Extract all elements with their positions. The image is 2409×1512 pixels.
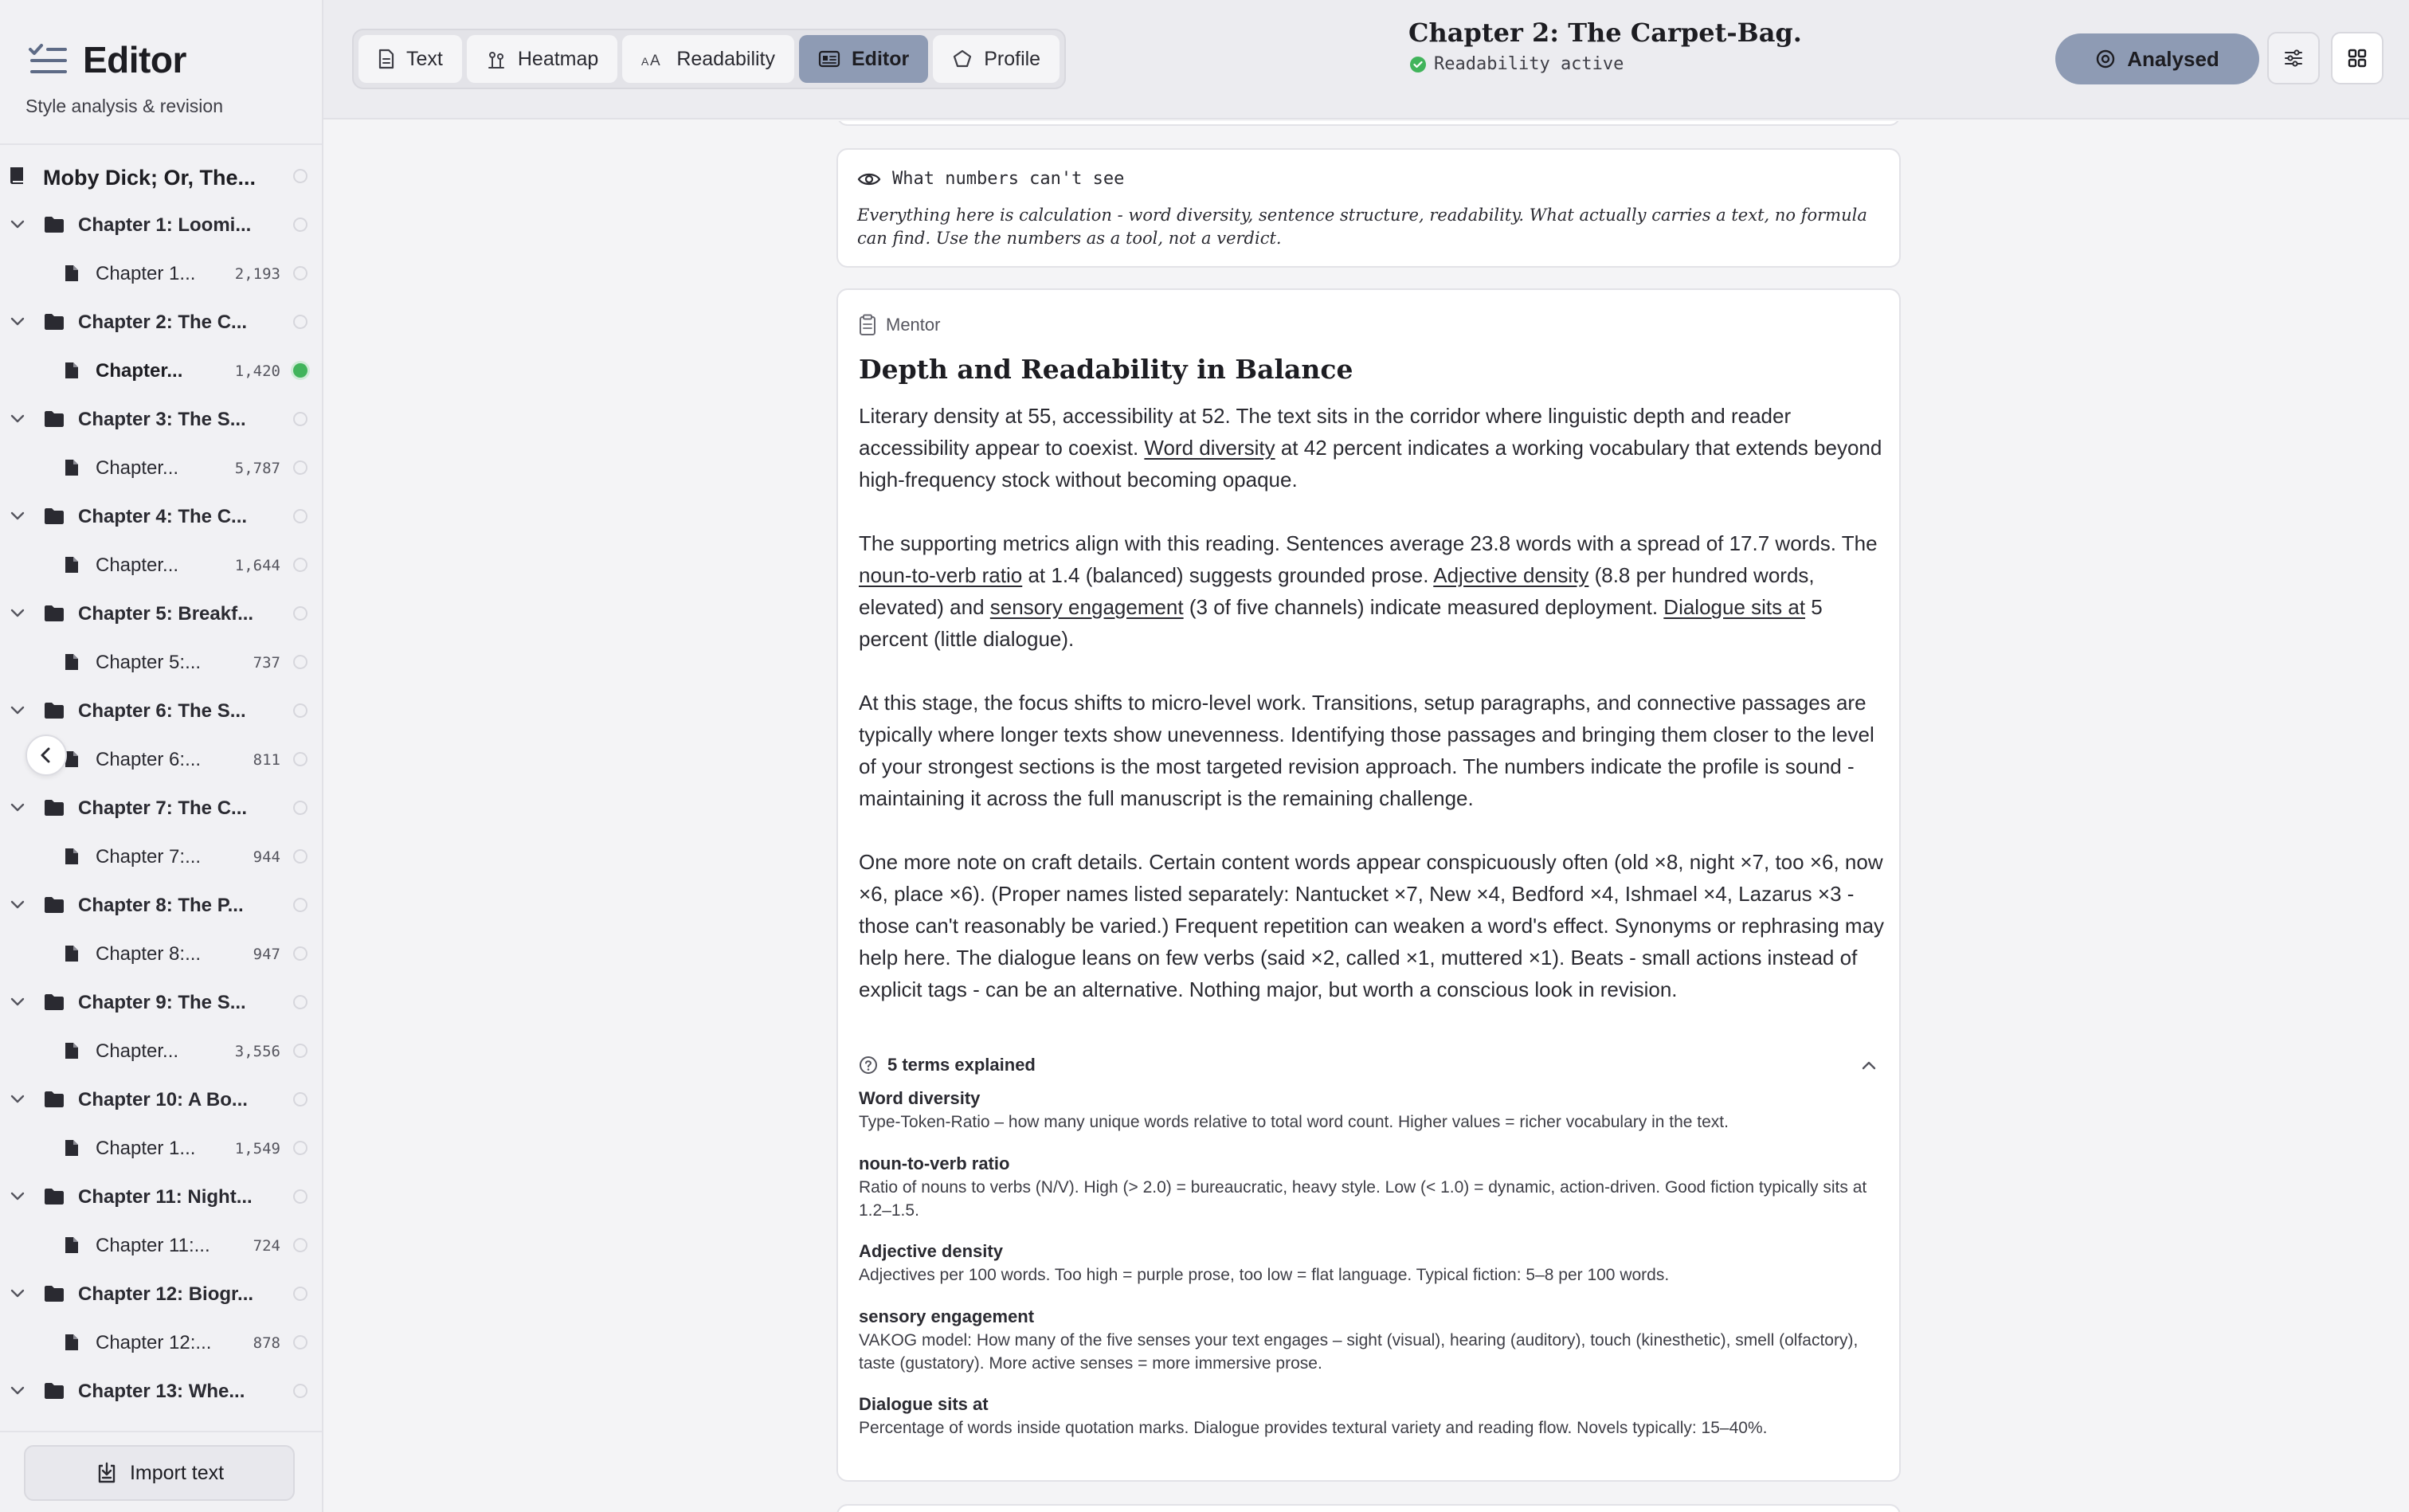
folder-icon <box>43 1187 65 1206</box>
import-icon <box>95 1461 119 1485</box>
status-dot <box>293 460 307 475</box>
status-dot <box>293 703 307 718</box>
check-circle-icon <box>1410 57 1426 72</box>
mentor-text <box>859 400 1886 1037</box>
term-item <box>859 1305 1886 1375</box>
term-name: sensory engagement <box>859 1306 1035 1326</box>
folder-icon <box>43 507 65 526</box>
chevron-down-icon[interactable] <box>10 1191 25 1202</box>
tree-item-label: Chapter 7: The C... <box>78 797 248 819</box>
term-name: Dialogue sits at <box>859 1394 989 1414</box>
sliders-icon <box>2283 49 2304 68</box>
term-description: Percentage of words inside quotation marks. Dialogue provides textural variety and reading flow. Novels typically: 15–40%. <box>859 1419 1768 1437</box>
text-run: 5 percent (little dialogue). <box>859 595 1823 651</box>
chevron-down-icon[interactable] <box>10 705 25 716</box>
document-icon <box>64 652 80 672</box>
term-item <box>859 1240 1886 1287</box>
divider <box>0 143 322 145</box>
term-item <box>859 1152 1886 1222</box>
status-dot <box>293 1238 307 1252</box>
status-dot <box>293 606 307 621</box>
word-count: 737 <box>253 654 280 672</box>
tree-item-chapter[interactable] <box>0 1271 322 1317</box>
document-icon <box>64 555 80 574</box>
tree-item-label: Chapter 6: The S... <box>78 700 246 722</box>
tree-item-label: Moby Dick; Or, The... <box>43 166 257 190</box>
document-title: Chapter 2: The Carpet-Bag. <box>1408 18 1802 48</box>
folder-icon <box>43 993 65 1012</box>
status-dot <box>293 1335 307 1349</box>
tab-profile[interactable] <box>933 35 1060 83</box>
tree-item-document[interactable] <box>0 1125 322 1171</box>
next-card <box>836 1504 1901 1512</box>
tab-label: Profile <box>984 47 1041 70</box>
document-icon <box>64 1333 80 1352</box>
tree-item-chapter[interactable] <box>0 882 322 928</box>
tree-item-document[interactable] <box>0 1319 322 1365</box>
mentor-paragraph <box>859 527 1886 655</box>
status-dot <box>293 266 307 280</box>
tree-item-label: Chapter 10: A Bo... <box>78 1089 248 1110</box>
tree-item-label: Chapter 1: Loomi... <box>78 214 252 236</box>
document-icon <box>64 944 80 963</box>
word-count: 947 <box>253 946 280 963</box>
app-subtitle: Style analysis & revision <box>25 96 223 116</box>
tree-item-chapter[interactable] <box>0 590 322 637</box>
tree-item-chapter[interactable] <box>0 202 322 248</box>
status-dot <box>293 801 307 815</box>
tab-label: Editor <box>852 47 910 70</box>
pentagon-icon <box>952 49 973 69</box>
document-status-text: Readability active <box>1434 54 1624 74</box>
file-icon <box>378 49 395 69</box>
sidebar-footer <box>0 1431 322 1512</box>
term-description: VAKOG model: How many of the five senses your text engages – sight (visual), hearing (auditory), touch (kinesthetic), smell (olfactory), taste (gustatory). More active senses = more immersive prose. <box>859 1331 1859 1373</box>
status-dot <box>293 1044 307 1058</box>
tree-item-chapter[interactable] <box>0 785 322 831</box>
term-item <box>859 1087 1886 1134</box>
tree-item-chapter[interactable] <box>0 687 322 734</box>
mentor-header <box>859 314 940 336</box>
text-run: at 42 percent indicates a working vocabulary that extends beyond high-frequency stock without becoming opaque. <box>859 436 1882 492</box>
term-description: Type-Token-Ratio – how many unique words relative to total word count. Higher values = richer vocabulary in the text. <box>859 1113 1729 1131</box>
word-count: 811 <box>253 751 280 769</box>
tree-item-chapter[interactable] <box>0 396 322 442</box>
tree-item-document[interactable] <box>0 542 322 588</box>
status-dot <box>293 1189 307 1204</box>
tree-item-label: Chapter 11: Night... <box>78 1186 253 1208</box>
folder-icon <box>43 215 65 234</box>
chevron-down-icon[interactable] <box>10 1288 25 1299</box>
mentor-paragraph <box>859 400 1886 496</box>
mentor-paragraph: At this stage, the focus shifts to micro-level work. Transitions, setup paragraphs, and connective passages are typically where longer texts show unevenness. Identifying those passages and bringing them closer to the level of your strongest sections is the most targeted revision approach. The numbers indicate the profile is sound - maintaining it across the full manuscript is the remaining challenge. <box>859 691 1874 810</box>
status-dot <box>293 169 307 183</box>
document-icon <box>64 1041 80 1060</box>
mentor-paragraph: One more note on craft details. Certain content words appear conspicuously often (old ×8, night ×7, too ×6, now ×6, place ×6). (Proper names listed separately: Nantucket ×7, New ×4, Bedford ×4, Ishmael ×4, Lazarus ×3 - those can't reasonably be varied.) Frequent repetition can weaken a word's effect. Synonyms or rephrasing may help here. The dialogue leans on few verbs (said ×2, called ×1, muttered ×1). Beats - small actions instead of explicit tags - can be an alternative. Nothing major, but worth a conscious look in revision. <box>859 850 1885 1001</box>
tree-item-label: Chapter 8:... <box>96 943 202 965</box>
status-dot <box>293 509 307 523</box>
tree-item-chapter[interactable] <box>0 979 322 1025</box>
tree-item-label: Chapter 8: The P... <box>78 895 244 916</box>
tree-item-chapter[interactable] <box>0 299 322 345</box>
tree-item-label: Chapter 12: Biogr... <box>78 1283 254 1305</box>
tab-text[interactable] <box>358 35 462 83</box>
tab-editor[interactable] <box>799 35 928 83</box>
tab-readability[interactable] <box>622 35 794 83</box>
tree-item-chapter[interactable] <box>0 1173 322 1220</box>
status-dot-active <box>293 363 307 378</box>
word-count: 1,420 <box>234 362 280 380</box>
tree-item-document[interactable] <box>0 639 322 685</box>
text-run: (3 of five channels) indicate measured deployment. <box>1183 595 1664 619</box>
brand <box>27 38 186 81</box>
collapse-sidebar-button[interactable] <box>25 734 67 776</box>
status-dot <box>293 752 307 766</box>
tree-item-label: Chapter 13: Whe... <box>78 1381 245 1402</box>
tree-item-label: Chapter 7:... <box>96 846 202 868</box>
import-text-label: Import text <box>129 1461 225 1484</box>
layout-grid-button[interactable] <box>2331 32 2384 84</box>
tree-item-label: Chapter 9: The S... <box>78 992 246 1013</box>
tree-item-label: Chapter... <box>96 1040 179 1062</box>
text-run: The supporting metrics align with this reading. Sentences average 23.8 words with a spread of 17.7 words. The <box>859 531 1878 555</box>
book-icon <box>8 165 27 187</box>
tree-item-label: Chapter 5: Breakf... <box>78 603 254 625</box>
tree-item-label: Chapter 1... <box>96 1138 196 1159</box>
word-count: 5,787 <box>234 460 280 477</box>
status-dot <box>293 1141 307 1155</box>
tree-item-label: Chapter 11:... <box>96 1235 210 1256</box>
tree-item-book[interactable] <box>0 153 322 199</box>
term-name: Adjective density <box>859 1241 1003 1261</box>
text-run: (8.8 per hundred words, elevated) and <box>859 563 1815 619</box>
tab-label: Heatmap <box>517 47 599 70</box>
status-dot <box>293 315 307 329</box>
tree-item-document[interactable] <box>0 250 322 296</box>
terms-toggle[interactable] <box>859 1055 1886 1075</box>
folder-icon <box>43 312 65 331</box>
term-link-adjective-density[interactable]: Adjective density <box>1433 563 1589 587</box>
previous-card <box>836 121 1901 126</box>
word-count: 2,193 <box>234 265 280 283</box>
tree-item-label: Chapter 5:... <box>96 652 202 673</box>
tree-item-chapter[interactable] <box>0 493 322 539</box>
folder-icon <box>43 409 65 429</box>
chevron-up-icon[interactable] <box>1861 1060 1877 1071</box>
folder-icon <box>43 1381 65 1400</box>
term-link-noun-to-verb-ratio[interactable]: noun-to-verb ratio <box>859 563 1023 587</box>
word-count: 724 <box>253 1237 280 1255</box>
word-count: 3,556 <box>234 1043 280 1060</box>
chevron-left-icon <box>37 746 56 765</box>
note-header <box>857 169 1124 189</box>
folder-icon <box>43 895 65 915</box>
tree-item-document[interactable] <box>0 347 322 394</box>
document-icon <box>64 1138 80 1158</box>
tree-item-label: Chapter 3: The S... <box>78 409 246 430</box>
chevron-down-icon[interactable] <box>10 1385 25 1396</box>
mentor-title: Depth and Readability in Balance <box>859 354 1353 385</box>
document-icon <box>64 458 80 477</box>
grid-icon <box>2347 48 2368 69</box>
note-body: Everything here is calculation - word diversity, sentence structure, readability. What actually carries a text, no formula can find. Use the numbers as a tool, not a verdict. <box>857 206 1867 248</box>
status-dot <box>293 849 307 864</box>
document-icon <box>64 264 80 283</box>
term-name: Word diversity <box>859 1088 981 1108</box>
clipboard-icon <box>859 314 876 336</box>
eye-icon <box>857 170 881 188</box>
chevron-down-icon[interactable] <box>10 1094 25 1105</box>
tree-item-label: Chapter... <box>96 457 179 479</box>
analysed-label: Analysed <box>2127 46 2219 71</box>
status-dot <box>293 655 307 669</box>
help-circle-icon <box>859 1056 878 1075</box>
app-title: Editor <box>83 39 186 80</box>
chevron-down-icon[interactable] <box>10 899 25 911</box>
tab-label: Text <box>406 47 443 70</box>
document-icon <box>64 361 80 380</box>
document-icon <box>64 847 80 866</box>
tree-item-label: Chapter 4: The C... <box>78 506 248 527</box>
term-name: noun-to-verb ratio <box>859 1154 1010 1173</box>
status-dot <box>293 1287 307 1301</box>
editor-panel <box>325 121 2409 1512</box>
status-dot <box>293 995 307 1009</box>
tree-item-label: Chapter 12:... <box>96 1332 212 1353</box>
tree-item-chapter[interactable] <box>0 1368 322 1414</box>
status-dot <box>293 1384 307 1398</box>
term-link-word-diversity[interactable]: Word diversity <box>1144 436 1275 460</box>
note-title: What numbers can't see <box>892 169 1125 189</box>
folder-icon <box>43 1090 65 1109</box>
term-description: Adjectives per 100 words. Too high = purple prose, too low = flat language. Typical fiction: 5–8 per 100 words. <box>859 1266 1670 1284</box>
heatmap-icon <box>486 49 507 69</box>
tree-item-label: Chapter 1... <box>96 263 196 284</box>
term-description: Ratio of nouns to verbs (N/V). High (> 2.0) = bureaucratic, heavy style. Low (< 1.0) = dynamic, action-driven. Good fiction typically sits at 1.2–1.5. <box>859 1178 1867 1220</box>
import-text-button[interactable] <box>24 1445 295 1501</box>
tree-item-label: Chapter 2: The C... <box>78 311 248 333</box>
chevron-down-icon[interactable] <box>10 997 25 1008</box>
sidebar <box>0 0 323 1512</box>
document-icon <box>64 1236 80 1255</box>
word-count: 1,644 <box>234 557 280 574</box>
status-dot <box>293 898 307 912</box>
document-status <box>1410 54 1624 74</box>
term-link-sensory-engagement[interactable]: sensory engagement <box>989 595 1184 619</box>
chevron-down-icon[interactable] <box>10 802 25 813</box>
folder-icon <box>43 798 65 817</box>
target-icon <box>2095 49 2116 69</box>
tree-item-chapter[interactable] <box>0 1076 322 1122</box>
term-item <box>859 1393 1886 1440</box>
tab-label: Readability <box>676 47 775 70</box>
tree-item-document[interactable] <box>0 1028 322 1074</box>
mentor-card <box>836 288 1901 1482</box>
status-dot <box>293 558 307 572</box>
svg-text:A: A <box>650 53 660 68</box>
editor-icon <box>818 49 840 69</box>
chevron-down-icon[interactable] <box>10 219 25 230</box>
text-run: at 1.4 (balanced) suggests grounded prose. <box>1022 563 1434 587</box>
tree-item-label: Chapter 6:... <box>96 749 202 770</box>
tree-item-document[interactable] <box>0 445 322 491</box>
word-count: 878 <box>253 1334 280 1352</box>
svg-text:A: A <box>641 55 649 68</box>
text-run: Literary density at 55, accessibility at 52. The text sits in the corridor where linguistic depth and reader accessibility appear to coexist. <box>859 404 1792 460</box>
chevron-down-icon[interactable] <box>10 608 25 619</box>
checklist-icon <box>27 41 69 78</box>
folder-icon <box>43 604 65 623</box>
status-dot <box>293 1092 307 1107</box>
tree-item-label: Chapter... <box>96 554 179 576</box>
tab-heatmap[interactable] <box>467 35 617 83</box>
chevron-down-icon[interactable] <box>10 316 25 327</box>
term-link-dialogue[interactable]: Dialogue sits at <box>1663 595 1806 619</box>
analysed-button[interactable] <box>2055 33 2259 84</box>
tree-item-document[interactable] <box>0 833 322 879</box>
font-size-icon <box>641 50 665 68</box>
view-tabs <box>352 29 1066 89</box>
tree-item-document[interactable] <box>0 930 322 977</box>
tree-item-document[interactable] <box>0 1222 322 1268</box>
status-dot <box>293 217 307 232</box>
top-bar <box>323 0 2409 119</box>
chevron-down-icon[interactable] <box>10 413 25 425</box>
word-count: 1,549 <box>234 1140 280 1158</box>
word-count: 944 <box>253 848 280 866</box>
settings-sliders-button[interactable] <box>2267 32 2320 84</box>
mentor-label: Mentor <box>886 315 941 335</box>
status-dot <box>293 946 307 961</box>
folder-icon <box>43 1284 65 1303</box>
status-dot <box>293 412 307 426</box>
numbers-note-card <box>836 148 1901 268</box>
tree-item-label: Chapter... <box>96 360 183 382</box>
terms-header: 5 terms explained <box>887 1055 1036 1075</box>
chevron-down-icon[interactable] <box>10 511 25 522</box>
folder-icon <box>43 701 65 720</box>
